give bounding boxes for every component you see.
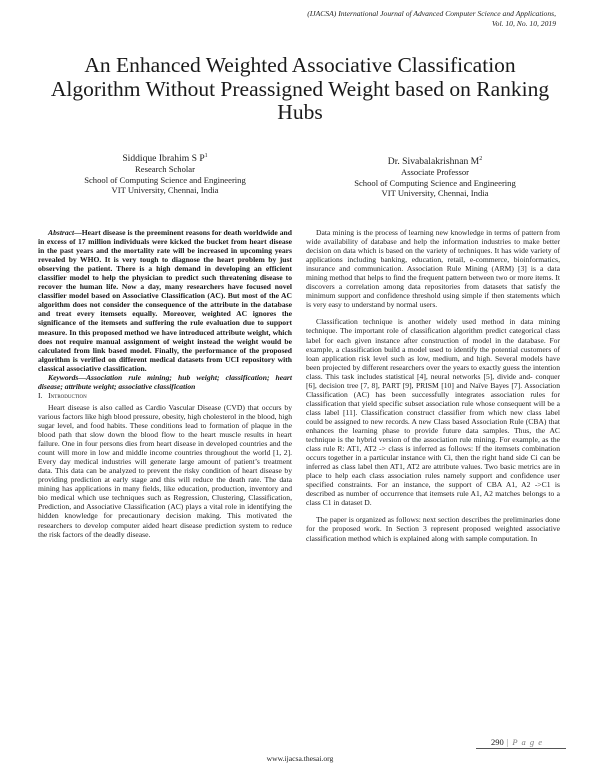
journal-header bbox=[196, 9, 556, 29]
journal-volume: Vol. 10, No. 10, 2019 bbox=[491, 19, 556, 28]
page-number: 290 bbox=[491, 737, 504, 747]
right-column bbox=[306, 228, 560, 543]
footer-rule bbox=[476, 748, 566, 749]
journal-name: (IJACSA) International Journal of Advanced Computer Science and Applications, bbox=[307, 9, 556, 18]
author-block-2 bbox=[310, 157, 560, 199]
author-role: Associate Professor bbox=[400, 167, 470, 178]
abstract-label: Abstract bbox=[48, 228, 75, 237]
paragraph: Classification technique is another widely used method in data mining technique. The important role of classification algorithm predict categorical class label for each given instance after construction of model in the database. For example, a classification build a model used to identify the potential customers of loan application risk level such as low, medium, and high. Several models have been projected by different researchers over the years to exactly guess the intention class. This task includes statistical [4], neural networks [5], divide and- conquer [6], decision tree [7, 8], PART [9], PRISM [10] and Naïve Bayes [7]. Association Classification (AC) has been successfully integrates association rules for classification that yield specific subset association rule whose consequent will be a class label [11]. Classification construct classifier from which new class label could be assigned to new records. A new Class based Association Rule (CBA) that enhances the learning phase to provide future data samples. Thus, the AC technique is the hybrid version of the association rule mining. For example, as the class rule R: AT1, AT2 -> class is inferred as follows: If the itemsets combination occurs together in a particular instance with Ci, then the right hand side Ci can be inferred as class label then AT1, AT2 are attribute values. Two basic metrics are in place to help each class association rules namely support and confidence user specified constraints. For an instance, the support of CBA A1, A2 ->C1 is described as number of occurrence that itemsets rule A1, A2 matches belongs to a class C1 in dataset D. bbox=[306, 317, 560, 508]
abstract-text: —Heart disease is the preeminent reasons for death worldwide and in excess of 17 million individuals were kicked the bucket from heart disease in the past years and the mortality rate will be increased in upcoming years revealed by WHO. It is very tough to diagnose the heart problem by just observing the patient. There is a high demand in developing an efficient classifier model to help the physician to predict such threatening disease to recover the human life. Now a day, many researchers have focused novel classifier model based on Associative Classification (AC). But most of the AC algorithm does not consider the consequence of the attribute in the database and treat every itemsets equally. Moreover, weighted AC ignores the significance of the itemsets and suffering the rule evaluation due to support measure. In this proposed method we have introduced attribute weight, which does not require manual assignment of weight instead the weight would be calculated from link based model. Finally, the performance of the proposed algorithm is verified on different medical datasets from UCI repository with classical associative classification. bbox=[38, 228, 292, 373]
author-role: Research Scholar bbox=[135, 164, 195, 175]
author-name: Siddique Ibrahim S P bbox=[122, 153, 205, 164]
paragraph: Data mining is the process of learning new knowledge in terms of pattern from wide availability of database and help the information industries to make better decision on data which is based on the variety of techniques. It has wide variety of applications including banking, education, retail, e-commerce, bioinformatics, insurance and communication. Association Rule Mining (ARM) [3] is a data mining method that helps to find the frequent pattern between two or more items. It discovers a correlation among data repositories from datasets that satisfy the minimum support and confidence threshold using simple if then statements which is very easy to understand by normal users. bbox=[306, 228, 560, 310]
section-heading bbox=[38, 391, 292, 400]
paper-title: An Enhanced Weighted Associative Classification Algorithm Without Preassigned Weight based on Ranking Hubs bbox=[50, 53, 550, 124]
author-affiliation-number: 2 bbox=[479, 155, 483, 162]
abstract bbox=[38, 228, 292, 373]
keywords: Keywords—Association rule mining; hub weight; classification; heart disease; attribute weight; associative classification bbox=[38, 372, 292, 391]
author-name-line bbox=[310, 157, 560, 167]
section-numeral: I. bbox=[38, 390, 43, 400]
footer-url: www.ijacsa.thesai.org bbox=[266, 754, 334, 763]
author-name: Dr. Sivabalakrishnan M bbox=[387, 156, 480, 167]
author-department: School of Computing Science and Engineering bbox=[354, 177, 516, 188]
author-block-1 bbox=[40, 154, 290, 196]
paragraph: The paper is organized as follows: next section describes the preliminaries done for the proposed work. In Section 3 represent proposed weighted associative classification method which is explained along with sample computation. In bbox=[306, 515, 560, 543]
author-name-line bbox=[40, 154, 290, 164]
author-university: VIT University, Chennai, India bbox=[381, 188, 489, 199]
author-university: VIT University, Chennai, India bbox=[111, 185, 219, 196]
section-title: Introduction bbox=[48, 390, 87, 400]
page-label: | P a g e bbox=[505, 737, 544, 747]
page-number-block bbox=[491, 737, 543, 747]
left-column bbox=[38, 228, 292, 539]
paragraph: Heart disease is also called as Cardio Vascular Disease (CVD) that occurs by various factors like high blood pressure, obesity, high cholesterol in the blood, high sugar level, and food habits. These conditions lead to formation of plaque in the blood path that slow down the blood flow to the heart muscle results in heart failure. One in four persons dies from heart disease in developed countries and the count will more in low and middle income countries throughout the world [1, 2]. Every day medical industries will generate large amount of patient’s treatment data. This data can be analyzed to prevent the risky condition of heart disease by providing prediction at early stage and this will reduce the death rate. The data mining has applications in many fields, like education, production, inventory and bio medical which use techniques such as Regression, Clustering, Classification, Prediction, and Associative Classification (AC) plays a vital role in identifying the hidden knowledge for precautionary decision making. This motivated the researchers to develop computer aided heart disease prediction system to reduce the risk factors of the deadly disease. bbox=[38, 402, 292, 539]
author-department: School of Computing Science and Engineering bbox=[84, 174, 246, 185]
author-affiliation-number: 1 bbox=[204, 152, 208, 159]
